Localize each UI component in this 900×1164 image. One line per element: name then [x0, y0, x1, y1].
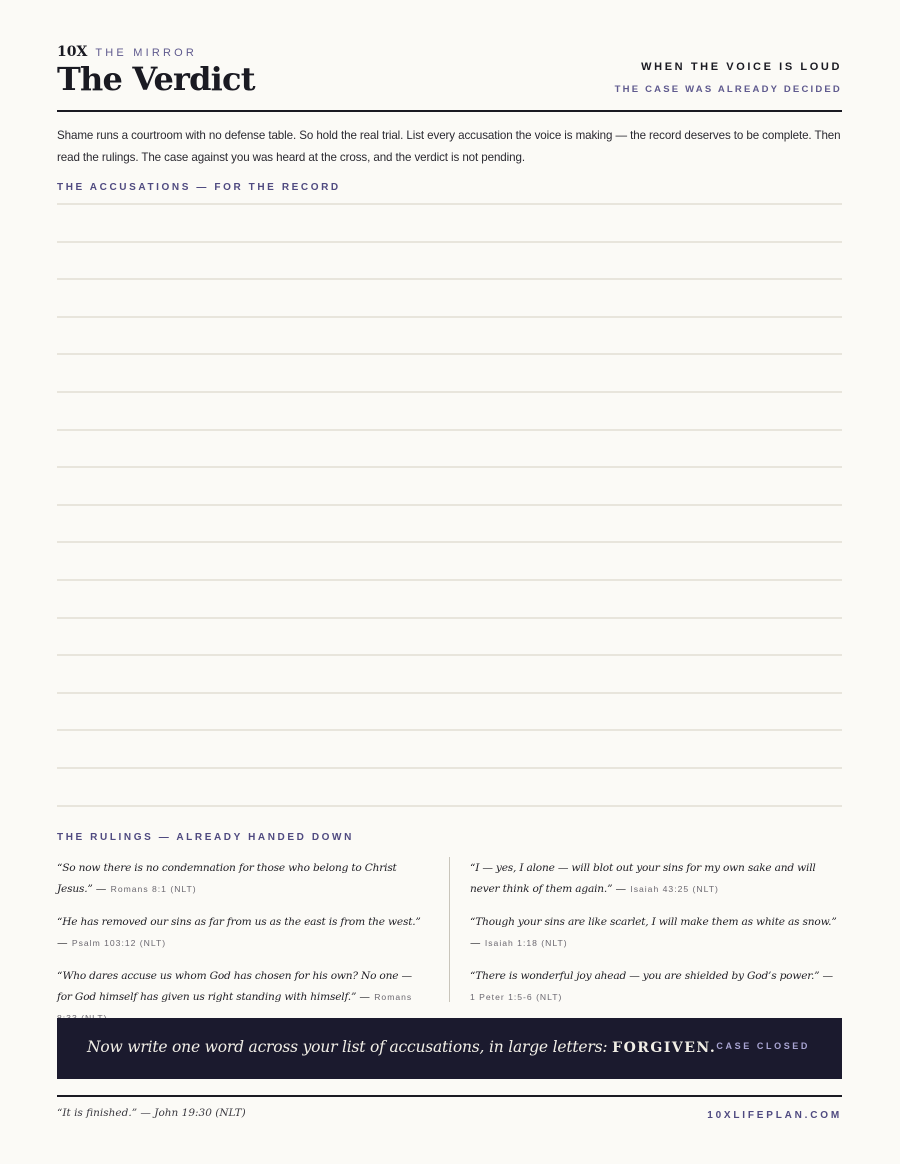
bottom-rule [57, 1095, 842, 1097]
banner-emphasis: FORGIVEN. [612, 1040, 717, 1056]
writing-line[interactable] [57, 391, 842, 393]
ruling-quote: “I — yes, I alone — will blot out your sins for my own sake and will never think of them again.” — [470, 862, 816, 895]
ruling-quote: “He has removed our sins as far from us as the east is from the west.” — [57, 916, 421, 949]
writing-line[interactable] [57, 429, 842, 431]
writing-line[interactable] [57, 692, 842, 694]
ruling-reference: Psalm 103:12 (NLT) [71, 938, 167, 948]
ruling-quote: “Though your sins are like scarlet, I will make them as white as snow.” — [470, 916, 837, 949]
ruling-item [470, 857, 842, 899]
header-subkicker: THE CASE WAS ALREADY DECIDED [614, 84, 842, 95]
ruling-quote: “So now there is no condemnation for those who belong to Christ Jesus.” — [57, 862, 397, 895]
forgiven-banner [57, 1018, 842, 1079]
writing-line[interactable] [57, 203, 842, 205]
rulings-column-left [57, 857, 429, 1040]
writing-line[interactable] [57, 805, 842, 807]
ruling-reference: Isaiah 1:18 (NLT) [484, 938, 568, 948]
ruling-quote: “Who dares accuse us whom God has chosen for his own? No one — for God himself has given us right standing with himself.” — [57, 970, 412, 1003]
writing-line[interactable] [57, 654, 842, 656]
accusations-label: THE ACCUSATIONS — FOR THE RECORD [57, 182, 341, 193]
ruling-reference: 1 Peter 1:5-6 (NLT) [470, 992, 563, 1002]
column-divider [449, 857, 450, 1002]
writing-line[interactable] [57, 278, 842, 280]
ruling-item [57, 857, 429, 899]
top-rule [57, 110, 842, 112]
brand [57, 44, 197, 60]
writing-line[interactable] [57, 504, 842, 506]
header-kicker: WHEN THE VOICE IS LOUD [641, 61, 842, 73]
ruling-item [470, 965, 842, 1007]
writing-line[interactable] [57, 241, 842, 243]
case-closed-tag: CASE CLOSED [716, 1041, 810, 1051]
rulings-label: THE RULINGS — ALREADY HANDED DOWN [57, 832, 354, 843]
writing-line[interactable] [57, 767, 842, 769]
writing-line[interactable] [57, 316, 842, 318]
ruling-item [470, 911, 842, 953]
intro-paragraph: Shame runs a courtroom with no defense table. So hold the real trial. List every accusation the voice is making — the record deserves to be complete. Then read the rulings. The case against you was heard at the cross, and the verdict is not pending. [57, 129, 841, 164]
rulings-column-right [470, 857, 842, 1019]
writing-line[interactable] [57, 353, 842, 355]
brand-logo: 10X [57, 44, 88, 60]
writing-line[interactable] [57, 541, 842, 543]
writing-line[interactable] [57, 466, 842, 468]
series-label: THE MIRROR [95, 47, 198, 59]
footer-quote: “It is finished.” — John 19:30 (NLT) [57, 1107, 246, 1119]
banner-text: Now write one word across your list of accusations, in large letters: [87, 1038, 608, 1056]
ruling-reference: Romans 8:1 (NLT) [110, 884, 197, 894]
writing-line[interactable] [57, 579, 842, 581]
ruling-item [57, 911, 429, 953]
banner-instruction [87, 1038, 716, 1056]
ruling-reference: Isaiah 43:25 (NLT) [630, 884, 719, 894]
page-title: The Verdict [57, 60, 255, 98]
writing-line[interactable] [57, 617, 842, 619]
ruling-reference: Romans [374, 992, 413, 1002]
writing-line[interactable] [57, 729, 842, 731]
worksheet-page [57, 0, 842, 1164]
ruling-quote: “There is wonderful joy ahead — you are shielded by God’s power.” — [470, 970, 833, 982]
footer-website: 10XLIFEPLAN.COM [707, 1110, 842, 1121]
